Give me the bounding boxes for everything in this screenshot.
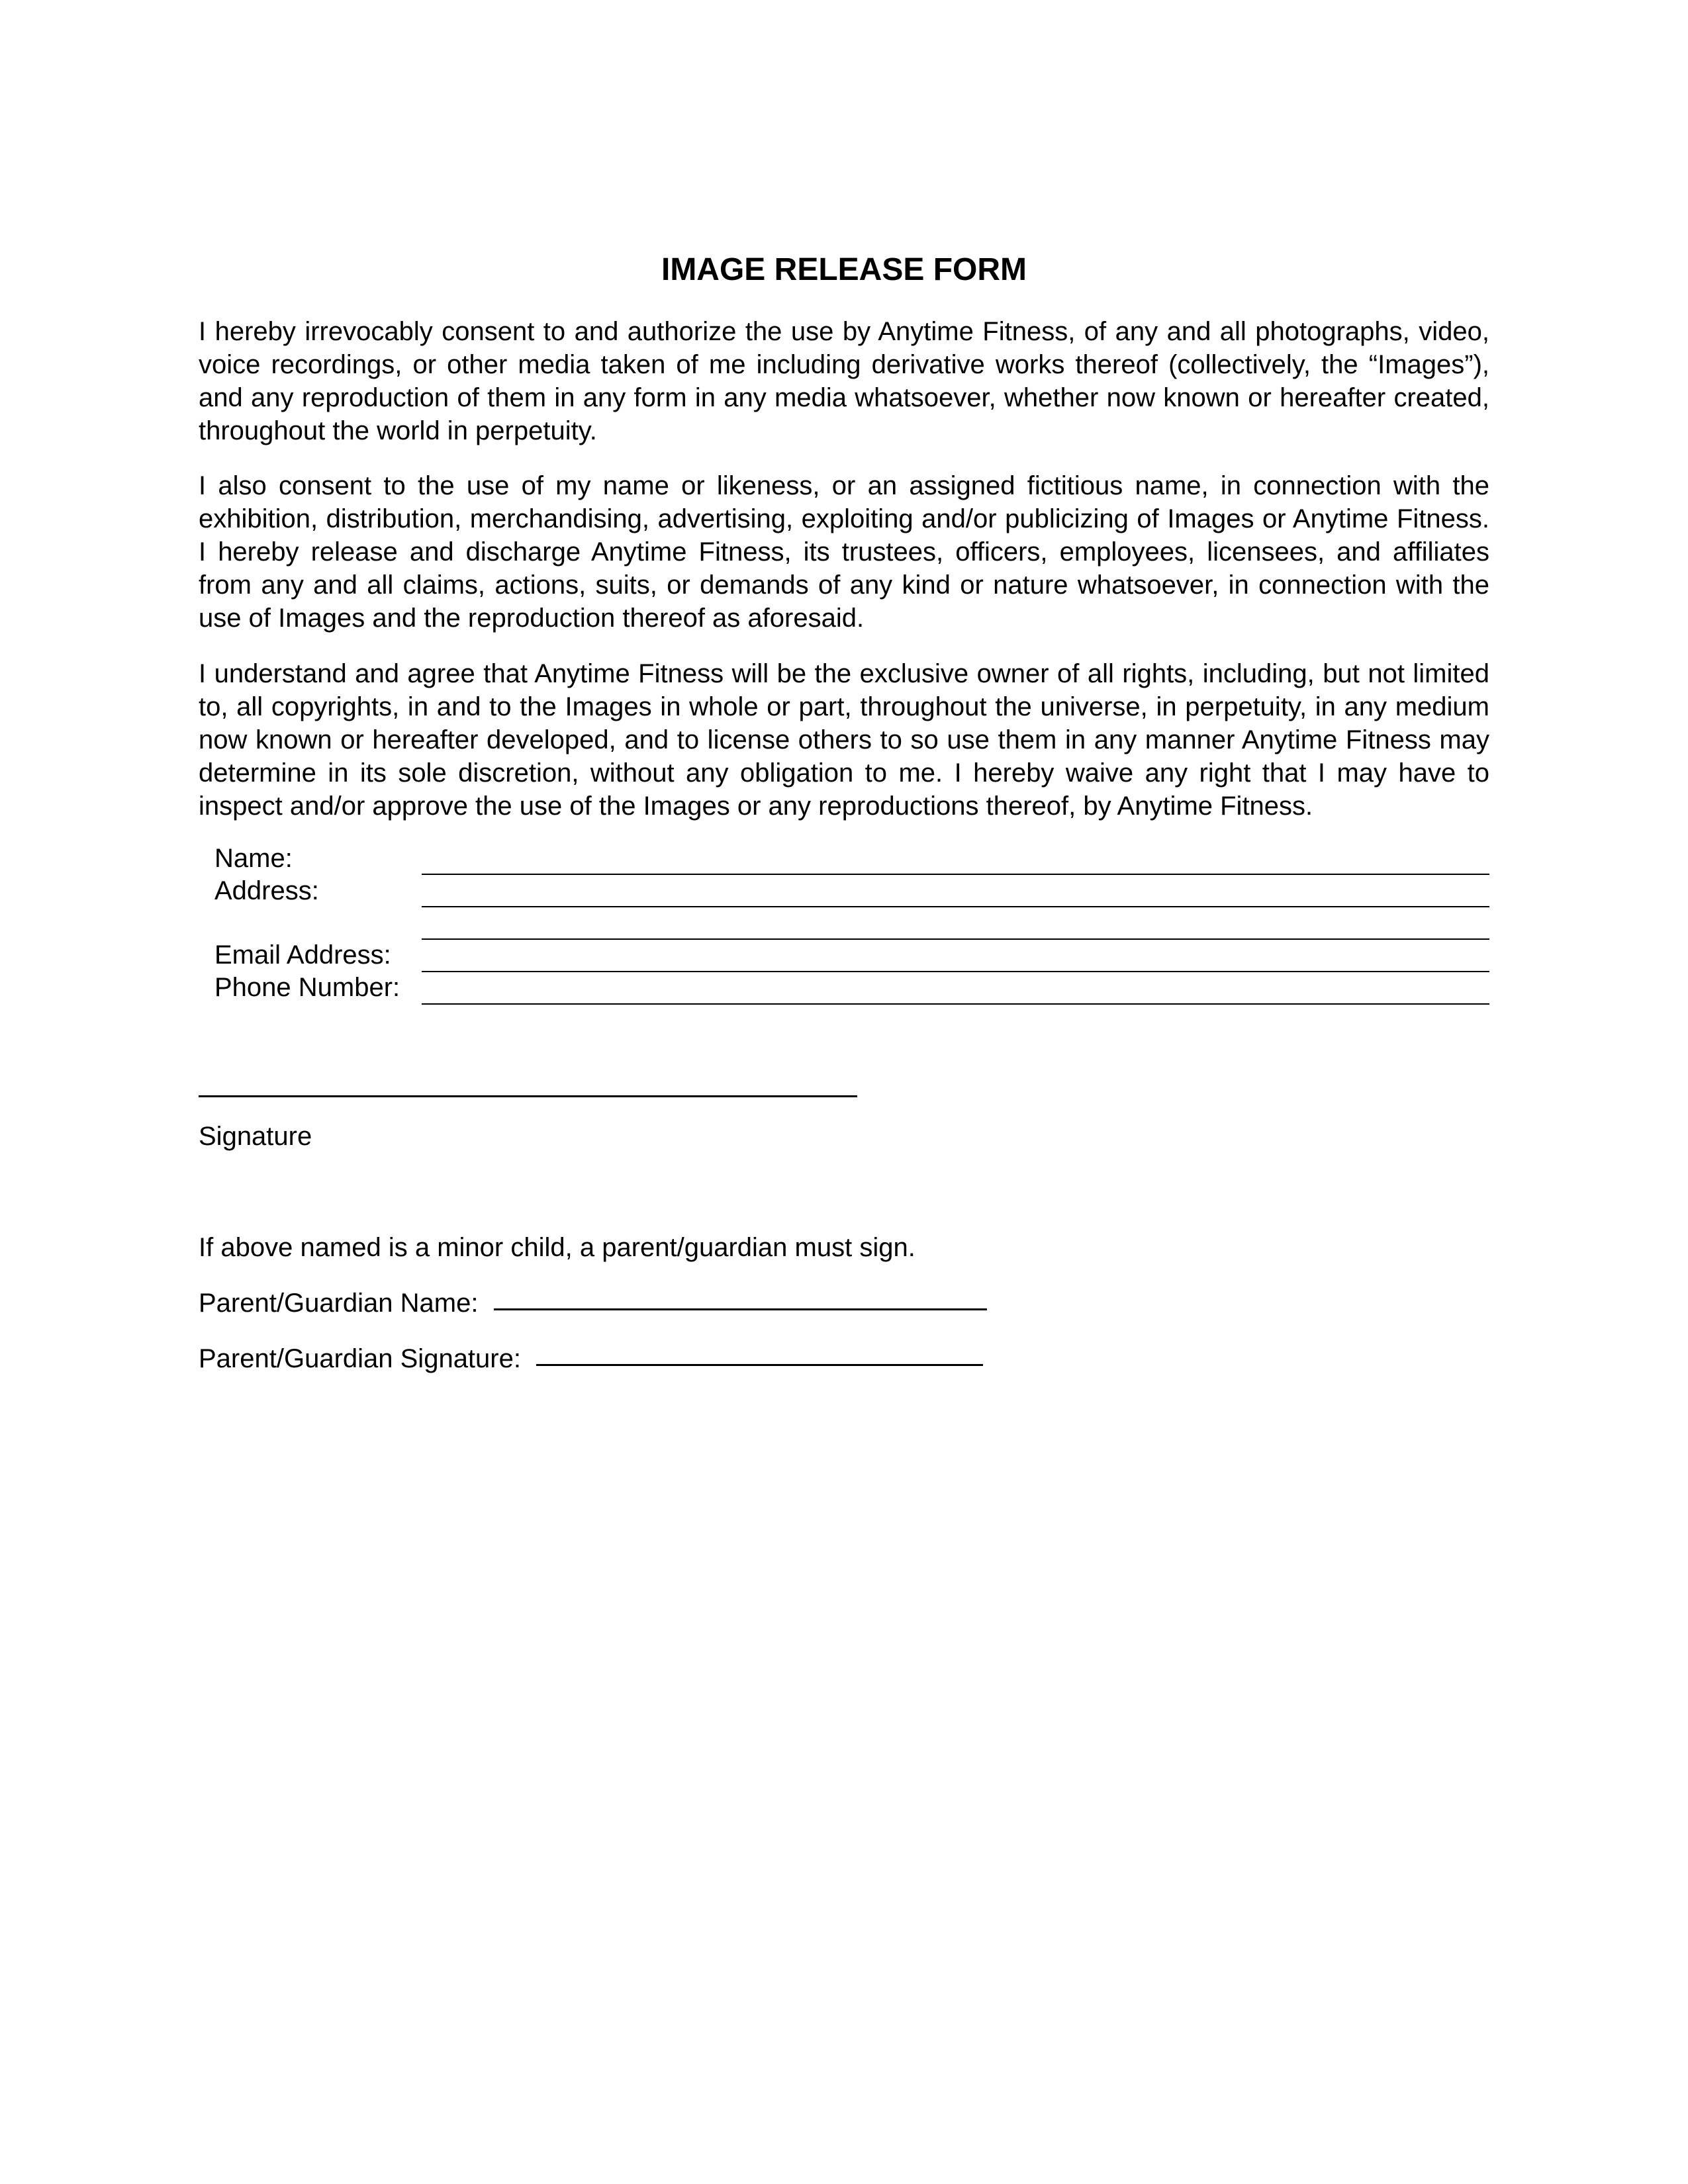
email-field[interactable] <box>422 971 1489 972</box>
signature-field[interactable] <box>199 1095 857 1097</box>
name-field[interactable] <box>422 874 1489 875</box>
ownership-paragraph: I understand and agree that Anytime Fitness will be the exclusive owner of all rights, including, but not limited to, all copyrights, in and to the Images in whole or part, throughout the universe, in perpetuity, in any medium now known or hereafter developed, and to license others to so use them in any manner Anytime Fitness may determine in its sole discretion, without any obligation to me. I hereby waive any right that I may have to inspect and/or approve the use of the Images or any reproductions thereof, by Anytime Fitness. <box>199 659 1489 821</box>
form-title: IMAGE RELEASE FORM <box>661 252 1027 287</box>
guardian-name-row <box>199 1287 987 1320</box>
release-form-page <box>199 0 1489 2184</box>
minor-guardian-note: If above named is a minor child, a parent/guardian must sign. <box>199 1233 915 1262</box>
name-label: Name: <box>214 844 293 873</box>
likeness-release-paragraph: I also consent to the use of my name or likeness, or an assigned fictitious name, in connection with the exhibition, distribution, merchandising, advertising, exploiting and/or publicizing of Images or Anytime Fitness. I hereby release and discharge Anytime Fitness, its trustees, officers, employees, licensees, and affiliates from any and all claims, actions, suits, or demands of any kind or nature whatsoever, in connection with the use of Images and the reproduction thereof as aforesaid. <box>199 471 1489 633</box>
guardian-signature-label: Parent/Guardian Signature: <box>199 1344 521 1373</box>
guardian-name-field[interactable] <box>494 1308 987 1310</box>
guardian-signature-row <box>199 1342 983 1375</box>
phone-label: Phone Number: <box>214 973 400 1002</box>
address-field-line-2[interactable] <box>422 938 1489 940</box>
guardian-signature-field[interactable] <box>536 1364 983 1366</box>
phone-field[interactable] <box>422 1003 1489 1005</box>
email-label: Email Address: <box>214 940 391 970</box>
consent-paragraph: I hereby irrevocably consent to and authorize the use by Anytime Fitness, of any and all photographs, video, voice recordings, or other media taken of me including derivative works thereof (collectively, the “Images”), and any reproduction of them in any form in any media whatsoever, whether now known or hereafter created, throughout the world in perpetuity. <box>199 317 1489 445</box>
address-label: Address: <box>214 876 319 905</box>
signature-label: Signature <box>199 1122 312 1151</box>
address-field-line-1[interactable] <box>422 906 1489 907</box>
guardian-name-label: Parent/Guardian Name: <box>199 1289 479 1318</box>
